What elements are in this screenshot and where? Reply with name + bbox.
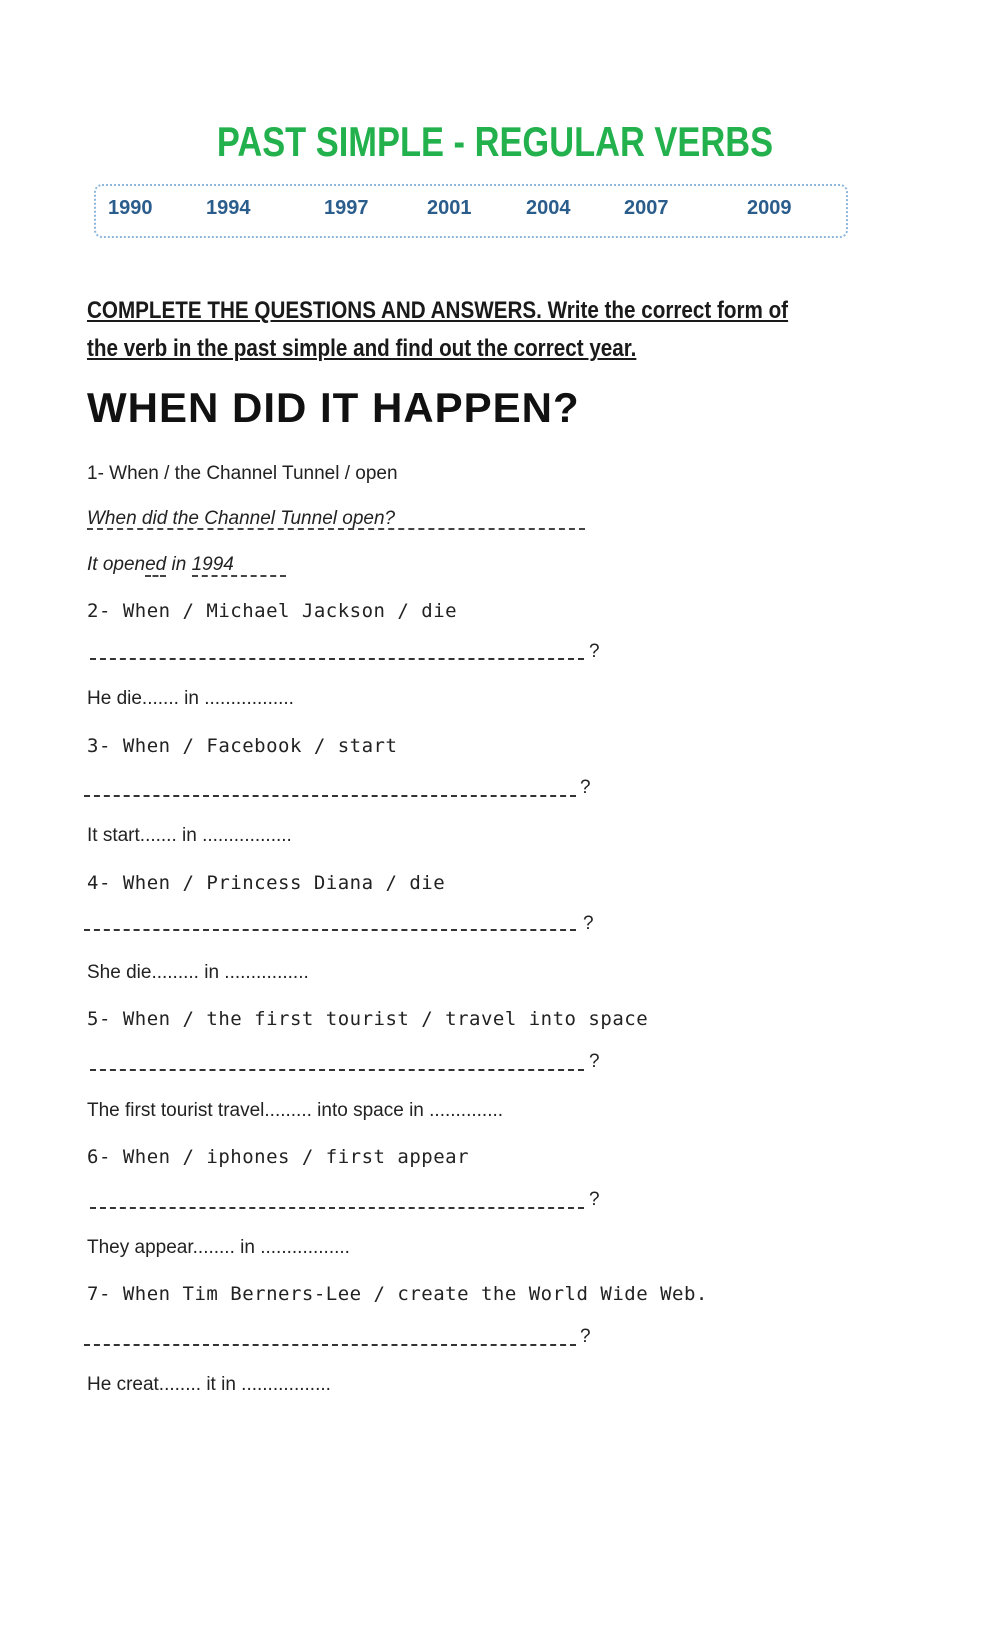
example-answer-suffix: ed [145,554,167,575]
example-answer-in: in [171,554,187,575]
question-prompt: 1- When / the Channel Tunnel / open [87,463,398,484]
answer-line: He creat........ it in ................. [87,1374,331,1395]
example-question-line [87,528,585,530]
year-option: 1990 [108,197,153,219]
example-answer [87,554,286,576]
question-mark: ? [580,1326,591,1347]
question-prompt: 7- When Tim Berners-Lee / create the World Wide Web. [87,1283,708,1305]
section-heading: WHEN DID IT HAPPEN? [87,384,580,431]
question-answer-line[interactable] [84,929,576,931]
year-option: 2007 [624,197,669,219]
question-mark: ? [589,641,600,662]
year-option: 1994 [206,197,251,219]
question-answer-line[interactable] [90,658,584,660]
year-option: 2001 [427,197,472,219]
question-mark: ? [589,1189,600,1210]
question-prompt: 6- When / iphones / first appear [87,1146,470,1168]
answer-line: She die......... in ................ [87,962,309,983]
answer-line: He die....... in ................. [87,688,294,709]
answer-line: They appear........ in ................. [87,1237,350,1258]
example-answer-year: 1994 [192,554,286,577]
question-prompt: 3- When / Facebook / start [87,735,398,757]
question-answer-line[interactable] [84,795,576,797]
question-prompt: 4- When / Princess Diana / die [87,872,446,894]
example-question: When did the Channel Tunnel open? [87,508,396,529]
question-mark: ? [583,913,594,934]
question-answer-line[interactable] [84,1344,576,1346]
year-option: 2004 [526,197,571,219]
worksheet-title: PAST SIMPLE - REGULAR VERBS [216,118,774,165]
year-option: 1997 [324,197,369,219]
year-option: 2009 [747,197,792,219]
question-mark: ? [589,1051,600,1072]
example-answer-start: It open [87,554,146,575]
question-answer-line[interactable] [90,1069,584,1071]
question-mark: ? [580,777,591,798]
question-prompt: 5- When / the first tourist / travel into space [87,1008,649,1030]
instructions: COMPLETE THE QUESTIONS AND ANSWERS. Write the correct form of the verb in the past simple and find out the correct year. [87,297,789,362]
question-prompt: 2- When / Michael Jackson / die [87,600,458,622]
answer-line: The first tourist travel......... into space in .............. [87,1100,504,1121]
answer-line: It start....... in ................. [87,825,292,846]
year-options-box [94,184,848,238]
question-answer-line[interactable] [90,1207,584,1209]
